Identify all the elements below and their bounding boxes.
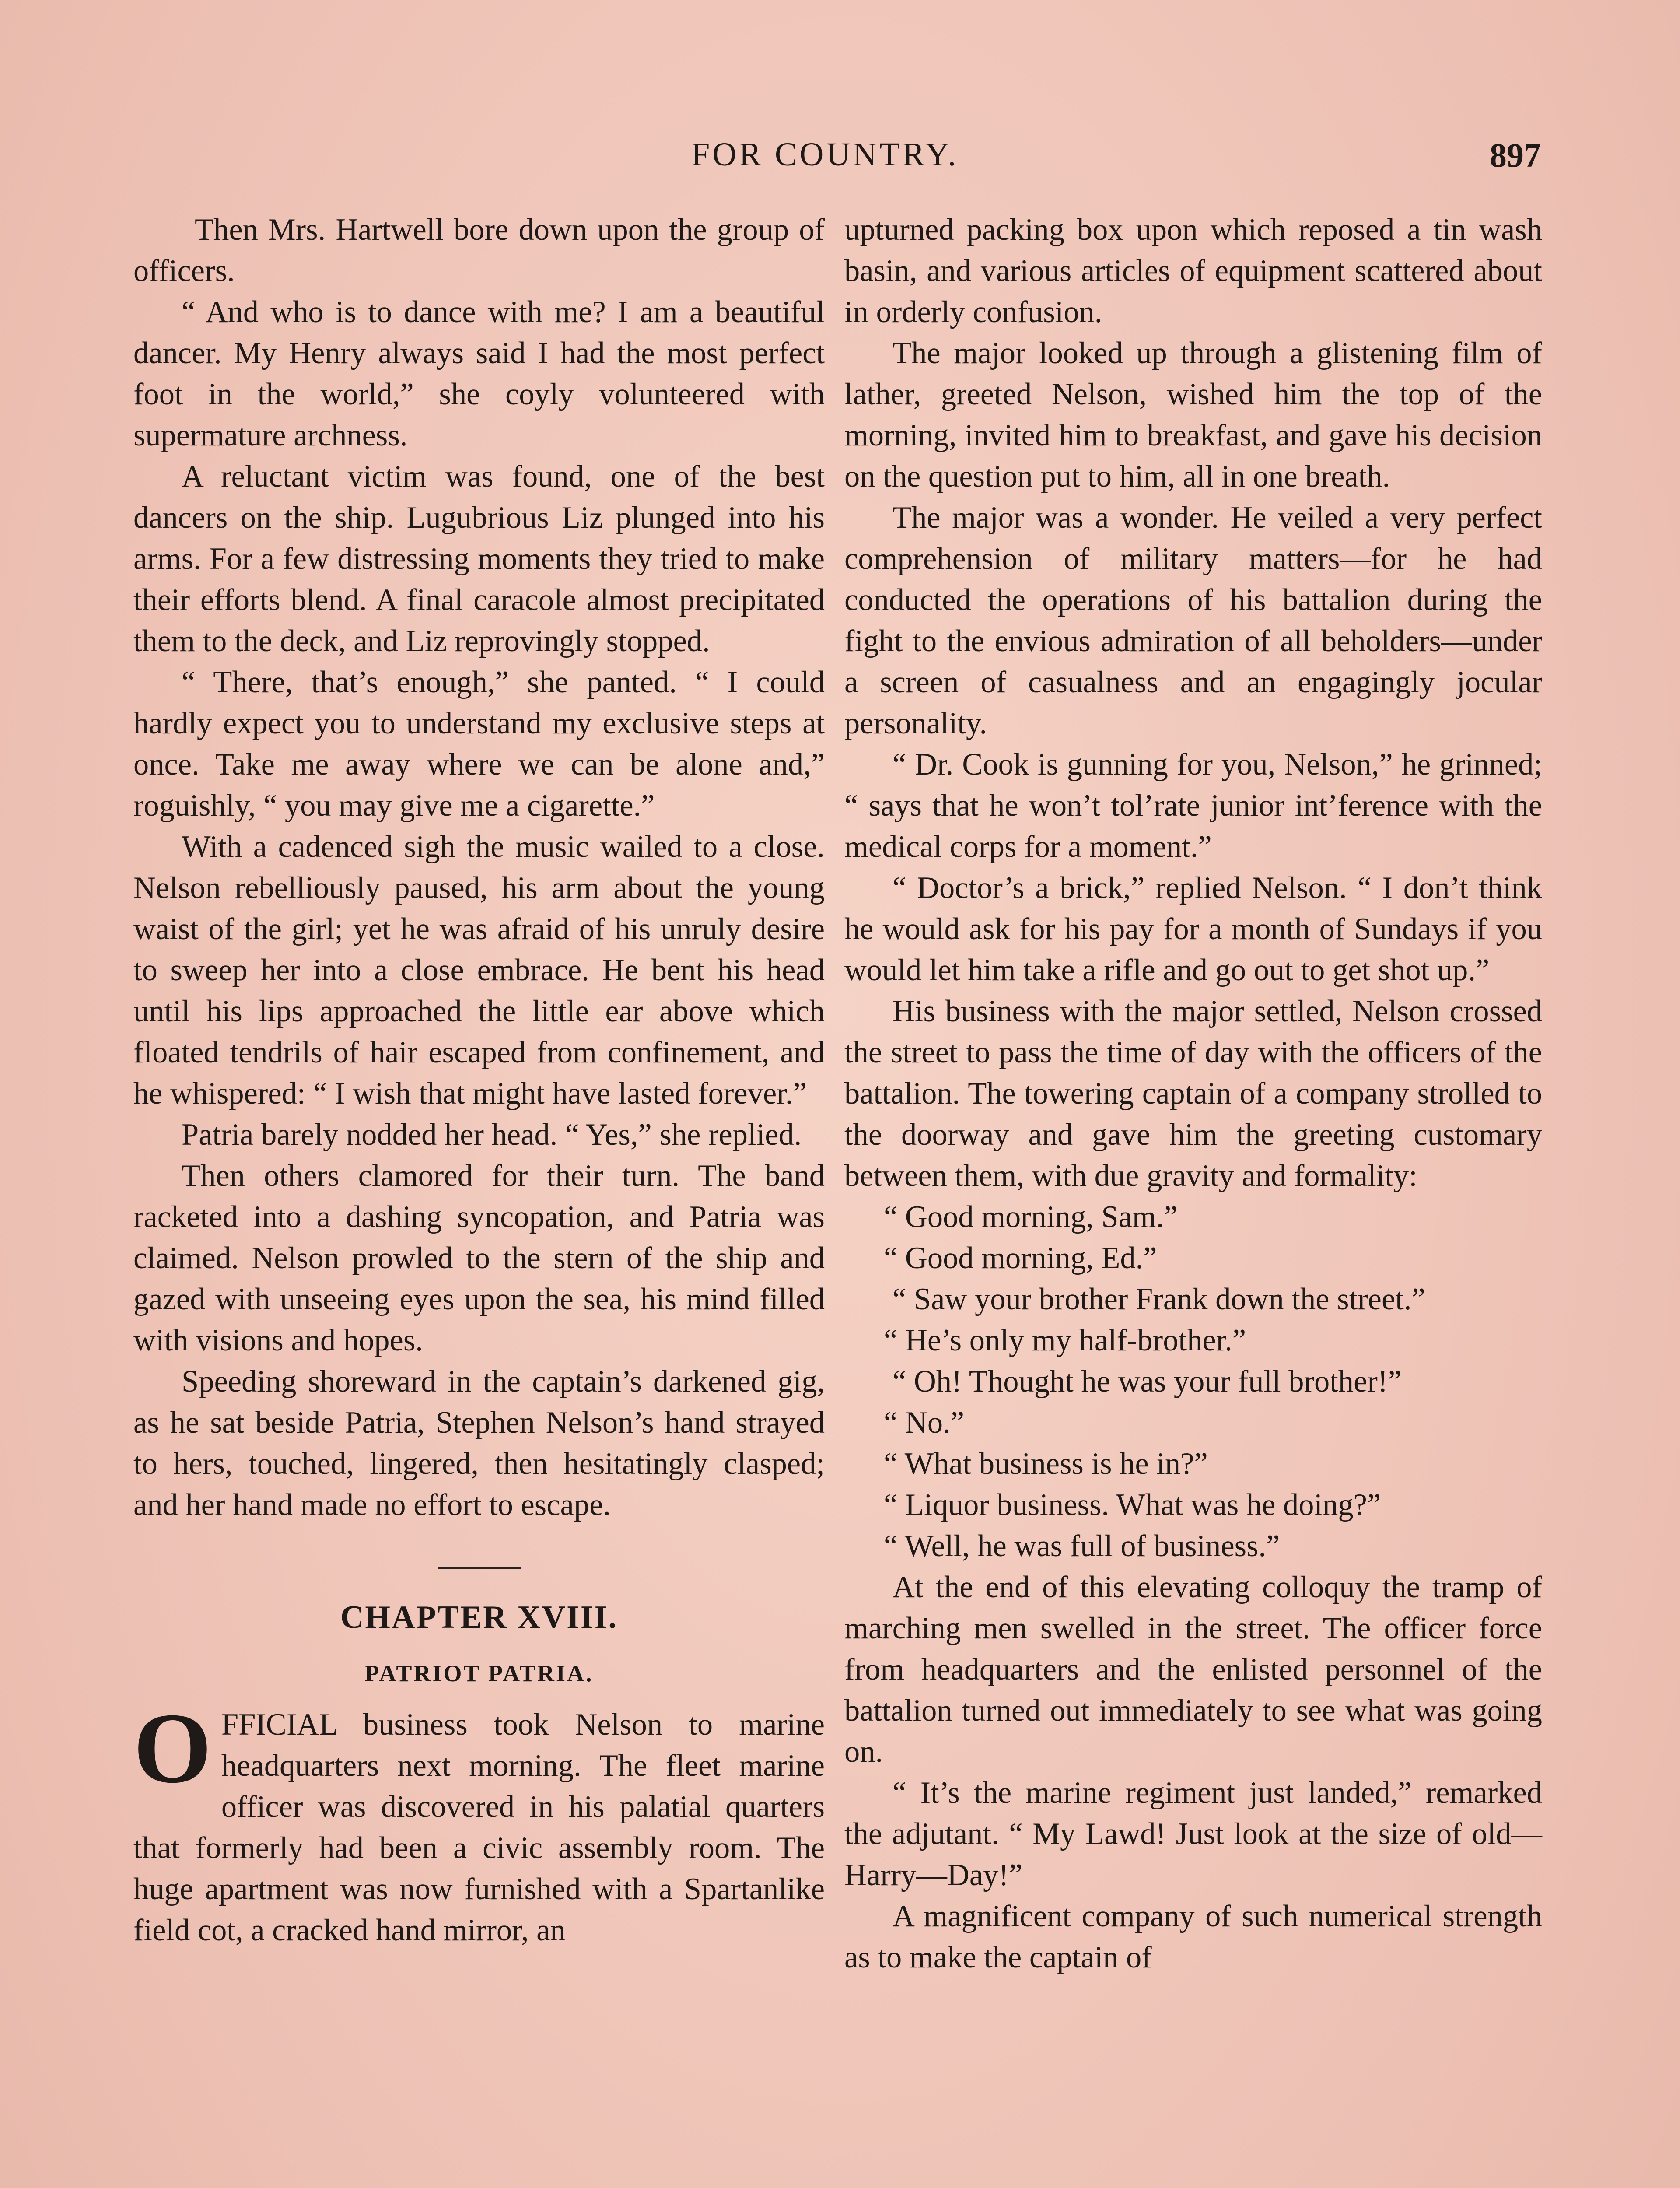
- paragraph: Then others clamored for their turn. The band racketed into a dashing syncopation, and Patria was claimed. Nelson prowled to the stern of the ship and gazed with unseeing eyes upon the sea, his mind filled with visions and hopes.: [133, 1159, 825, 1357]
- page-number: 897: [1490, 136, 1541, 174]
- paragraph: A reluctant victim was found, one of the best dancers on the ship. Lugubrious Liz plunged into his arms. For a few distressing moments they tried to make their efforts blend. A final caracole almost precipitated them to the deck, and Liz reprovingly stopped.: [133, 459, 825, 658]
- paragraph: “ There, that’s enough,” she panted. “ I could hardly expect you to understand my exclusive steps at once. Take me away where we can be alone and,” roguishly, “ you may give me a cigarette.”: [133, 665, 825, 823]
- paragraph: The major was a wonder. He veiled a very perfect comprehension of military matters—for he had conducted the operations of his battalion during the fight to the envious admiration of all beholders—under a screen of casualness and an engagingly jocular personality.: [844, 501, 1542, 740]
- paragraph: “ Doctor’s a brick,” replied Nelson. “ I don’t think he would ask for his pay for a month of Sundays if you would let him take a rifle and go out to get shot up.”: [844, 871, 1542, 987]
- drop-cap: O: [133, 1692, 212, 1804]
- running-title: FOR COUNTRY.: [691, 136, 959, 173]
- paragraph: “ Dr. Cook is gunning for you, Nelson,” he grinned; “ says that he won’t tol’rate junior int’ference with the medical corps for a moment.”: [844, 747, 1542, 864]
- paragraph: “ And who is to dance with me? I am a beautiful dancer. My Henry always said I had the most perfect foot in the world,” she coyly volunteered with supermature archness.: [133, 295, 825, 452]
- paragraph: upturned packing box upon which reposed a tin wash basin, and various articles of equipment scattered about in orderly confusion.: [844, 213, 1542, 329]
- paragraph: At the end of this elevating colloquy the tramp of marching men swelled in the street. The officer force from headquarters and the enlisted personnel of the battalion turned out immediately to see what was going on.: [844, 1570, 1542, 1769]
- chapter-subtitle: PATRIOT PATRIA.: [364, 1660, 594, 1687]
- opening-text: FFICIAL business took Nelson to marine headquarters next morning. The fleet marine officer was discovered in his palatial quarters that formerly had been a civic assembly room. The huge apartment was now furnished with a Spartanlike field cot, a cracked hand mirror, an: [133, 1708, 825, 1947]
- paragraph: The major looked up through a glistening film of lather, greeted Nelson, wished him the top of the morning, invited him to breakfast, and gave his decision on the question put to him, all in one breath.: [844, 336, 1542, 494]
- paragraph: A magnificent company of such numerical strength as to make the captain of: [844, 1899, 1542, 1974]
- paragraph: “ Good morning, Sam.”: [884, 1200, 1178, 1234]
- paragraph: Then Mrs. Hartwell bore down upon the group of officers.: [133, 213, 825, 288]
- paragraph: Patria barely nodded her head. “ Yes,” she replied.: [182, 1118, 802, 1152]
- paragraph: “ What business is he in?”: [884, 1447, 1208, 1481]
- running-head: [0, 136, 1680, 179]
- chapter-heading: CHAPTER XVIII.: [340, 1599, 618, 1635]
- paragraph: “ It’s the marine regiment just landed,” remarked the adjutant. “ My Lawd! Just look at the size of old—Harry—Day!”: [844, 1776, 1542, 1892]
- paragraph: “ Oh! Thought he was your full brother!”: [892, 1364, 1402, 1399]
- chapter-opening-paragraph: [133, 1692, 825, 1951]
- paragraph: “ Liquor business. What was he doing?”: [884, 1488, 1381, 1522]
- paragraph: “ Good morning, Ed.”: [884, 1241, 1157, 1275]
- left-column: [133, 209, 825, 1951]
- right-column: [844, 209, 1542, 1978]
- paragraph: “ He’s only my half-brother.”: [884, 1323, 1246, 1357]
- paragraph: Speeding shoreward in the captain’s darkened gig, as he sat beside Patria, Stephen Nelson’s hand strayed to hers, touched, lingered, then hesitatingly clasped; and her hand made no effort to escape.: [133, 1364, 825, 1522]
- paragraph: “ Saw your brother Frank down the street.”: [892, 1282, 1425, 1316]
- section-divider: [438, 1567, 521, 1569]
- paragraph: His business with the major settled, Nelson crossed the street to pass the time of day with the officers of the battalion. The towering captain of a company strolled to the doorway and gave him the greeting customary between them, with due gravity and formality:: [844, 994, 1542, 1193]
- paragraph: “ No.”: [884, 1406, 964, 1440]
- paragraph: “ Well, he was full of business.”: [884, 1529, 1280, 1563]
- paragraph: With a cadenced sigh the music wailed to a close. Nelson rebelliously paused, his arm about the young waist of the girl; yet he was afraid of his unruly desire to sweep her into a close embrace. He bent his head until his lips approached the little ear above which floated tendrils of hair escaped from confinement, and he whispered: “ I wish that might have lasted forever.”: [133, 830, 825, 1111]
